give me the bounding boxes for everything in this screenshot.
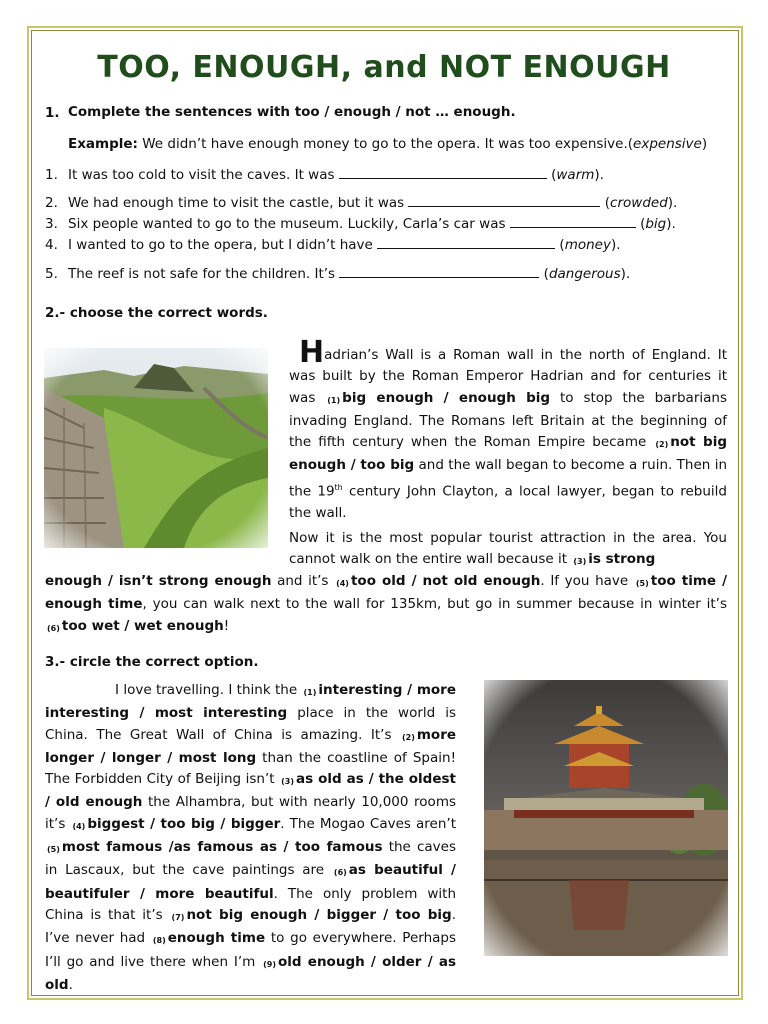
gap3-number-3: (3) — [281, 777, 295, 787]
section2-heading: 2.- choose the correct words. — [45, 305, 268, 321]
item2-number: 2. — [45, 195, 58, 211]
item3: Six people wanted to go to the museum. Luckily, Carla’s car was (big). — [68, 213, 676, 235]
hadrian-paragraph-1 — [289, 335, 728, 524]
china-text-6: the caves in Lascaux, but the cave paintings are — [45, 839, 456, 879]
hadrians-wall-photo — [44, 348, 268, 548]
item4-word: money — [564, 237, 611, 253]
item2: We had enough time to visit the castle, but it was (crowded). — [68, 192, 677, 214]
hadrian-text-7: . If you have — [540, 573, 629, 589]
china-text-8: . I’ve never had — [45, 906, 457, 947]
drop-cap: H — [299, 335, 325, 370]
item3-number: 3. — [45, 216, 58, 232]
gap3-number-2: (2) — [401, 732, 415, 742]
option-3[interactable]: as old as / the oldest / old enough — [45, 771, 456, 811]
section1-number: 1. — [45, 105, 60, 121]
hadrian-text-9: ! — [223, 617, 230, 634]
choice-3[interactable]: is strong — [588, 551, 656, 568]
option-6[interactable]: as beautiful / beautifuler / more beautiful — [45, 862, 456, 902]
option-1[interactable]: interesting / more interesting / most interesting — [45, 682, 456, 722]
gap-number-4: (4) — [336, 579, 349, 588]
china-text-1: I love travelling. I think the — [115, 682, 298, 698]
section3-heading: 3.- circle the correct option. — [45, 654, 259, 670]
hadrian-text-8: , you can walk next to the wall for 135km, but go in summer because in winter it’s — [142, 596, 727, 613]
option-7[interactable]: not big enough / bigger / too big — [186, 906, 452, 923]
item5-blank[interactable] — [339, 263, 539, 278]
hadrians-wall-illustration — [44, 348, 268, 548]
choice-5-cont[interactable]: enough time — [45, 596, 143, 613]
gap-number-5: (5) — [635, 579, 649, 588]
item1-text: It was too cold to visit the caves. It was — [68, 167, 335, 183]
china-text-9: to go everywhere. Perhaps I’ll go and live there when I’m — [45, 930, 457, 970]
gap3-number-8: (8) — [152, 936, 166, 946]
choice-6[interactable]: too wet / wet enough — [61, 617, 224, 634]
gap3-number-6: (6) — [333, 868, 347, 878]
china-text-10: . — [68, 976, 73, 993]
forbidden-city-illustration — [484, 680, 728, 956]
item3-word: big — [645, 216, 667, 232]
item1-word: warm — [556, 167, 595, 183]
item4-number: 4. — [45, 237, 58, 253]
hadrian-text-2: to stop the barbarians invading England. The Romans left Britain at the beginning of the fifth century when the Roman Empire became — [289, 389, 727, 451]
item4-blank[interactable] — [377, 234, 555, 249]
gap3-number-1: (1) — [303, 688, 317, 697]
item1-number: 1. — [45, 167, 58, 183]
item3-text: Six people wanted to go to the museum. Luckily, Carla’s car was — [68, 216, 506, 232]
section1-heading: Complete the sentences with too / enough / not … enough. — [68, 104, 516, 120]
gap3-number-5: (5) — [47, 845, 60, 855]
example-line: Example: We didn’t have enough money to go to the opera. It was too expensive.(expensive) — [68, 136, 708, 152]
item2-blank[interactable] — [408, 192, 600, 207]
option-2[interactable]: more longer / longer / most long — [45, 726, 457, 766]
china-text-7: . The only problem with China is that it’s — [45, 885, 457, 923]
choice-3-cont[interactable]: enough / isn’t strong enough — [45, 573, 272, 589]
gap3-number-9: (9) — [263, 959, 276, 969]
choice-5[interactable]: too time / — [650, 573, 728, 589]
example-text: We didn’t have enough money to go to the opera. It was too expensive.( — [142, 136, 634, 152]
hadrian-text-4: century John Clayton, a local lawyer, began to rebuild the wall. — [289, 483, 728, 521]
item1: It was too cold to visit the caves. It was (warm). — [68, 164, 604, 186]
item5-number: 5. — [45, 266, 58, 282]
page-title: TOO, ENOUGH, and NOT ENOUGH — [97, 50, 671, 85]
choice-2[interactable]: not big enough / too big — [289, 434, 728, 474]
item3-blank[interactable] — [510, 213, 636, 228]
hadrian-text-3: and the wall began to become a ruin. Then in the 19 — [289, 457, 728, 500]
china-text-4: the Alhambra, but with nearly 10,000 rooms it’s — [45, 794, 457, 832]
china-text-2: place in the world is China. The Great Wall of China is amazing. It’s — [45, 705, 457, 743]
forbidden-city-photo — [484, 680, 728, 956]
option-9[interactable]: old enough / older / as old — [45, 953, 456, 993]
option-4[interactable]: biggest / too big / bigger — [87, 815, 281, 832]
example-word: expensive — [633, 136, 702, 152]
hadrian-text-6: and it’s — [277, 573, 329, 589]
choice-4[interactable]: too old / not old enough — [350, 573, 541, 589]
superscript-th: th — [334, 482, 343, 492]
gap-number-1: (1) — [327, 395, 341, 405]
hadrian-text-5: Now it is the most popular tourist attraction in the area. You cannot walk on the entire wall because it — [289, 530, 727, 568]
option-8[interactable]: enough time — [167, 930, 266, 947]
option-5[interactable]: most famous /as famous as / too famous — [61, 839, 383, 856]
china-text-5: . The Mogao Caves aren’t — [280, 815, 456, 832]
example-label: Example: — [68, 136, 138, 152]
item5: The reef is not safe for the children. It’s (dangerous). — [68, 263, 630, 285]
china-text-3: than the coastline of Spain! The Forbidden City of Beijing isn’t — [45, 749, 456, 788]
item4-text: I wanted to go to the opera, but I didn’t have — [68, 237, 373, 253]
gap-number-2: (2) — [655, 440, 669, 450]
hadrian-text-1: adrian’s Wall is a Roman wall in the north of England. It was built by the Roman Emperor Hadrian and for centuries it was — [289, 347, 727, 406]
china-paragraph — [45, 680, 456, 996]
hadrian-paragraph-2b — [45, 571, 727, 639]
item1-blank[interactable] — [339, 164, 547, 179]
item2-text: We had enough time to visit the castle, but it was — [68, 195, 405, 211]
gap-number-3: (3) — [573, 557, 587, 567]
hadrian-paragraph-2a — [289, 528, 727, 573]
gap3-number-7: (7) — [171, 912, 185, 922]
item5-text: The reef is not safe for the children. It’s — [68, 266, 336, 282]
gap3-number-4: (4) — [72, 821, 86, 831]
item5-word: dangerous — [548, 266, 621, 282]
gap-number-6: (6) — [47, 623, 60, 633]
choice-1[interactable]: big enough / enough big — [342, 389, 551, 406]
item2-word: crowded — [610, 195, 668, 211]
item4: I wanted to go to the opera, but I didn’t have (money). — [68, 234, 621, 256]
